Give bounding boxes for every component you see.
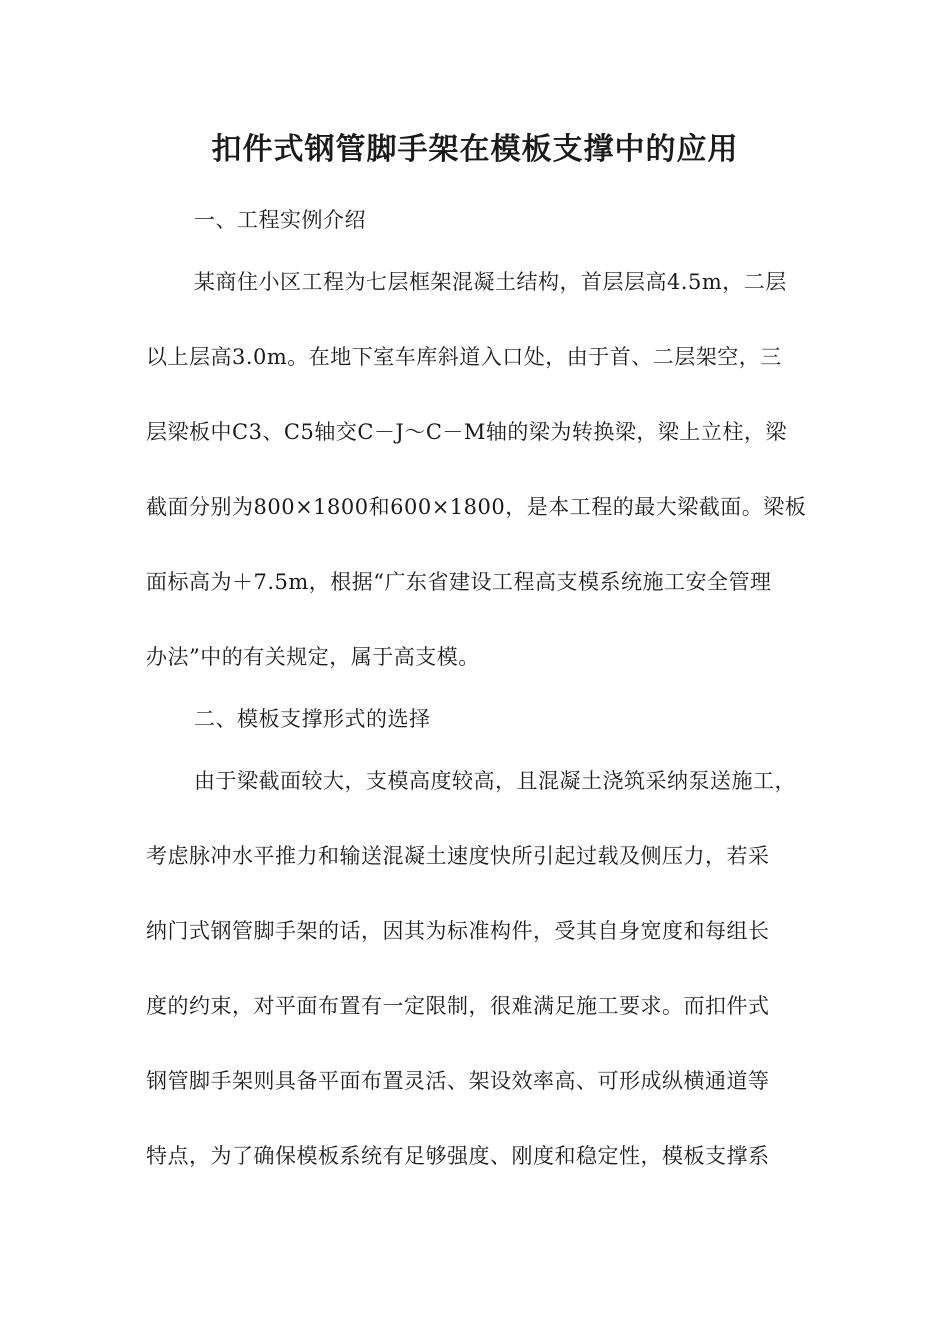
paragraph-line: 以上层高3.0m。在地下室车库斜道入口处，由于首、二层架空，三 <box>146 345 782 369</box>
paragraph-line: 面标高为＋7.5m，根据“广东省建设工程高支模系统施工安全管理 <box>146 570 772 594</box>
section-heading-2: 二、模板支撑形式的选择 <box>194 707 431 731</box>
paragraph-line: 由于梁截面较大，支模高度较高，且混凝土浇筑采纳泵送施工， <box>194 769 796 793</box>
paragraph-line: 截面分别为800×1800和600×1800，是本工程的最大梁截面。梁板 <box>146 495 807 519</box>
paragraph-line: 纳门式钢管脚手架的话，因其为标准构件，受其自身宽度和每组长 <box>146 919 770 943</box>
section-heading-1: 一、工程实例介绍 <box>194 208 366 232</box>
paragraph-line: 考虑脉冲水平推力和输送混凝土速度快所引起过载及侧压力，若采 <box>146 844 770 868</box>
paragraph-line: 办法”中的有关规定，属于高支模。 <box>146 645 480 669</box>
paragraph-line: 钢管脚手架则具备平面布置灵活、架设效率高、可形成纵横通道等 <box>146 1069 770 1093</box>
paragraph-line: 度的约束，对平面布置有一定限制，很难满足施工要求。而扣件式 <box>146 994 770 1018</box>
document-title: 扣件式钢管脚手架在模板支撑中的应用 <box>211 132 739 167</box>
paragraph-line: 层梁板中C3、C5轴交C－J～C－M轴的梁为转换梁，梁上立柱，梁 <box>146 420 787 444</box>
paragraph-line: 某商住小区工程为七层框架混凝土结构，首层层高4.5m，二层 <box>194 270 787 294</box>
paragraph-line: 特点，为了确保模板系统有足够强度、刚度和稳定性，模板支撑系 <box>146 1144 770 1168</box>
